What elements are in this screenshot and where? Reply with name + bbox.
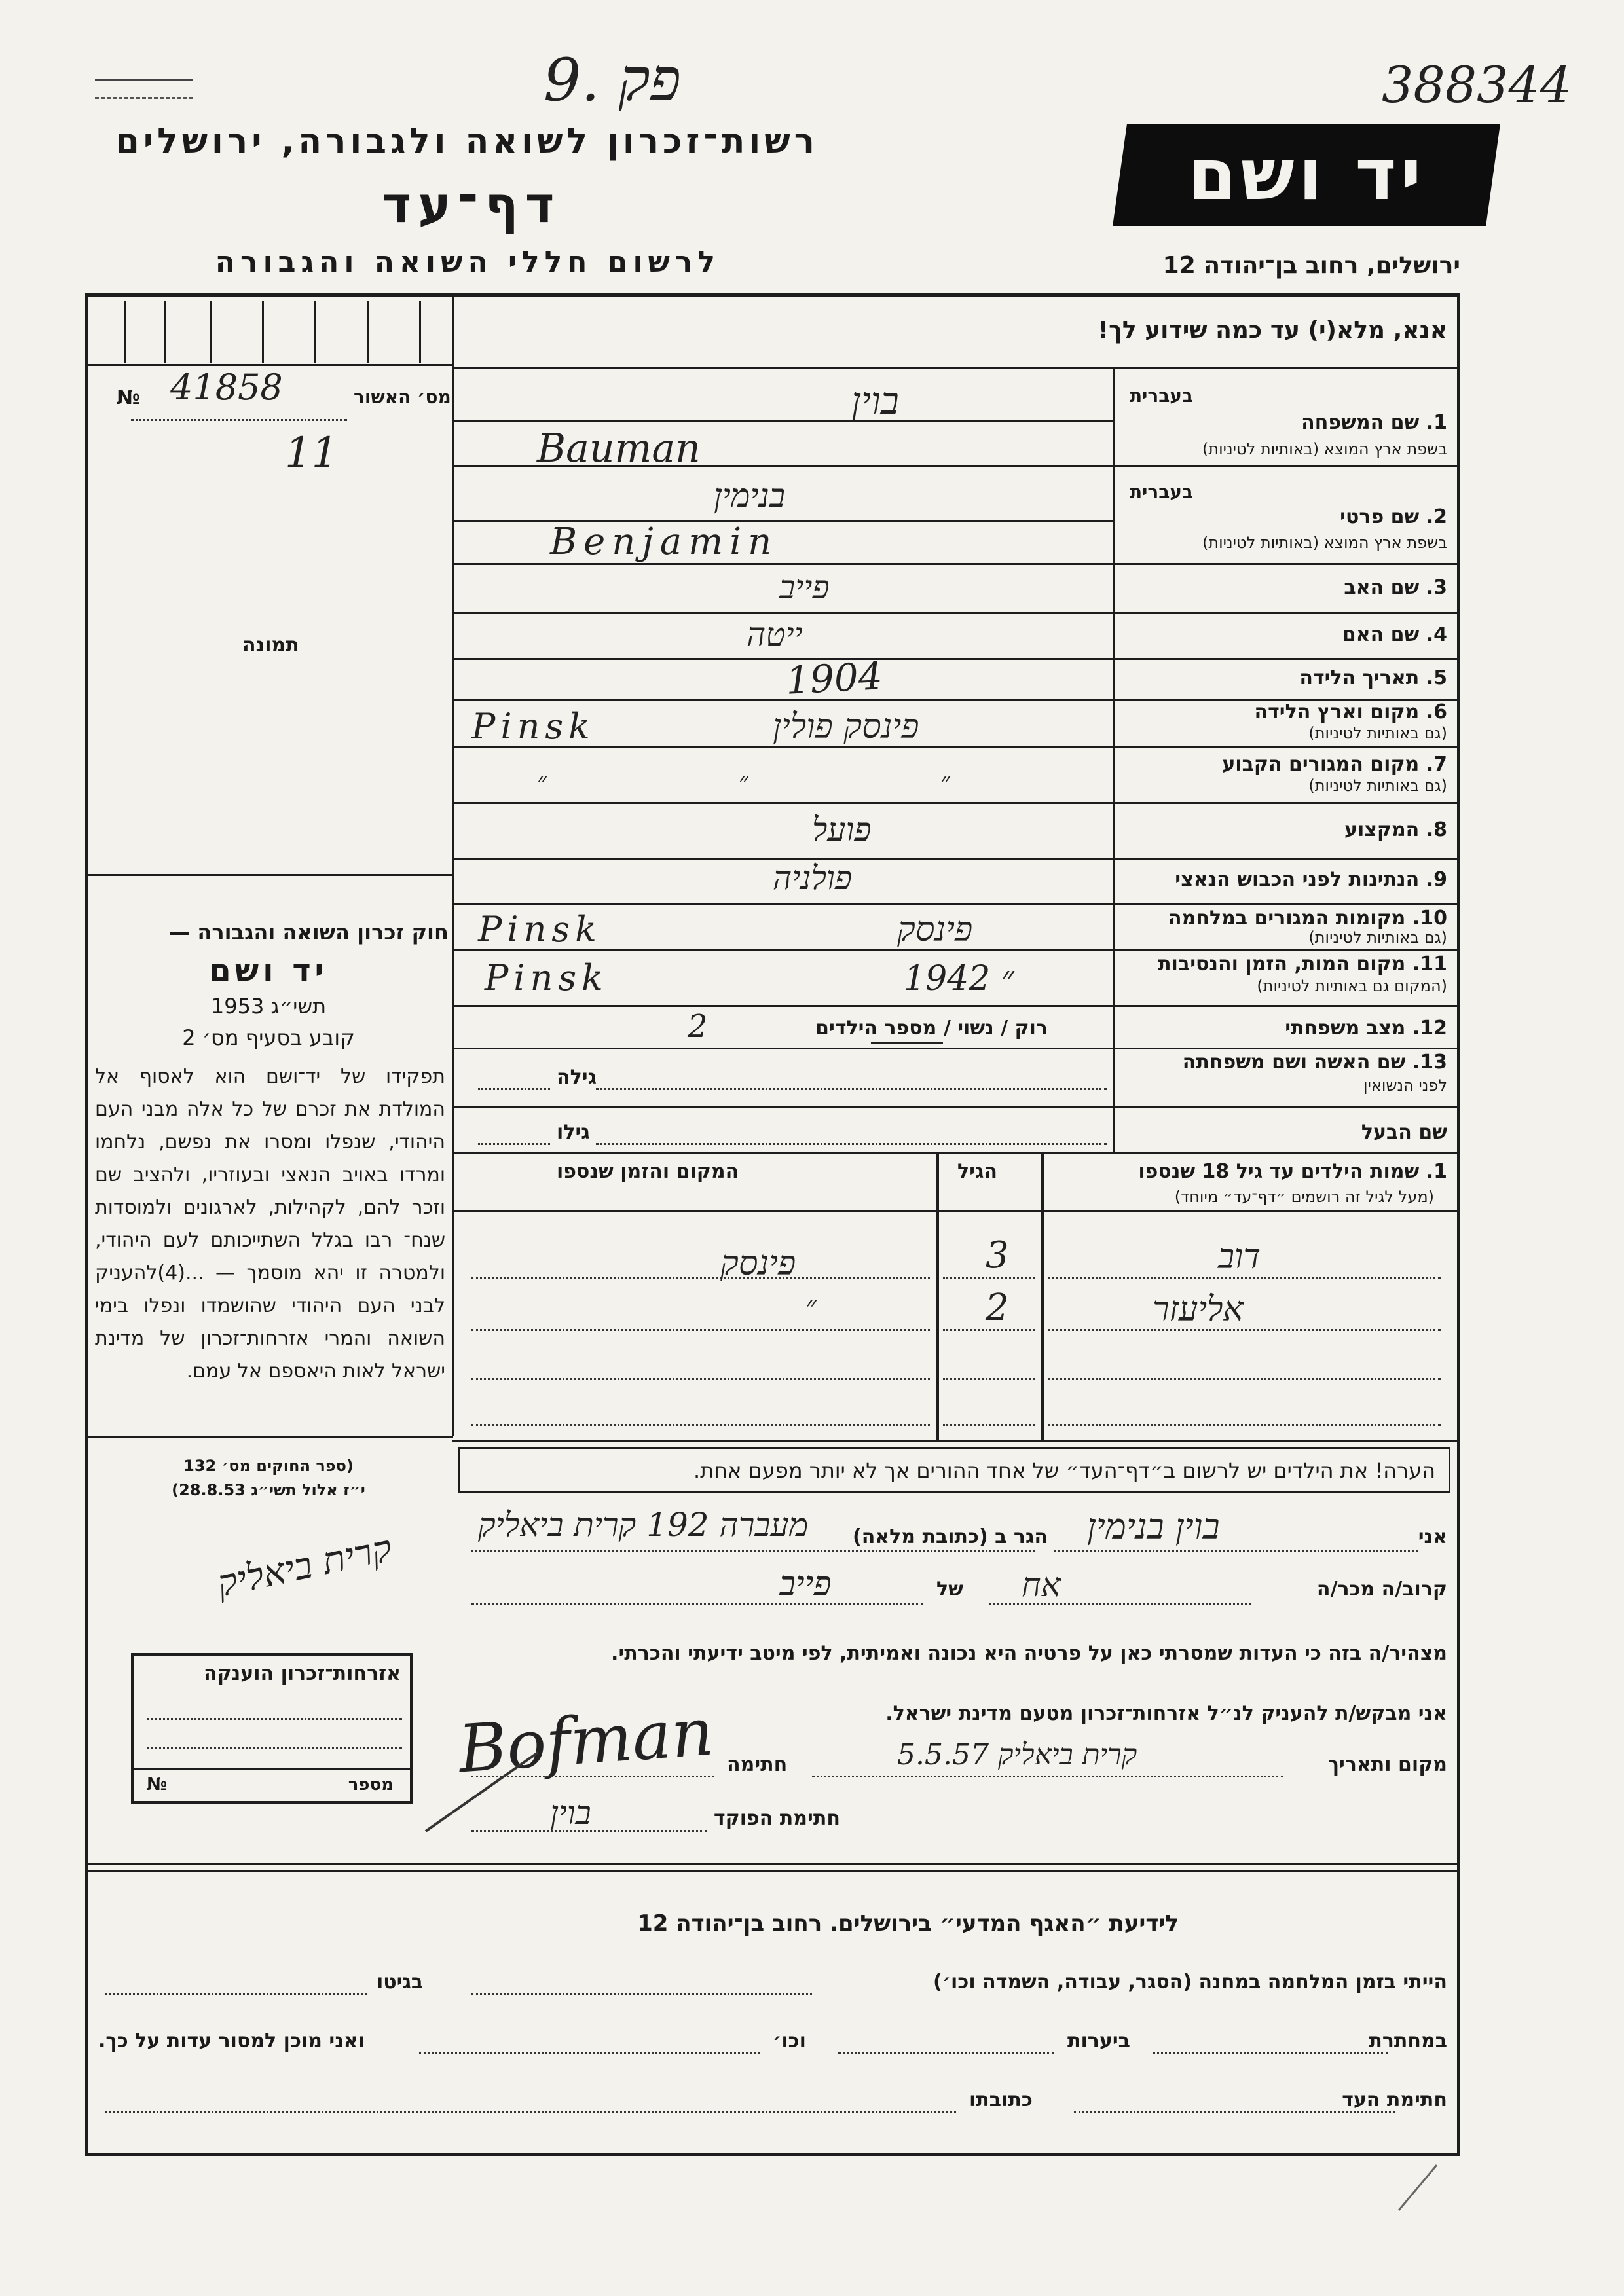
field-2-num: 2. [1426,505,1447,528]
field-2-value-latin: Benjamin [550,520,779,563]
officer-label: חתימת הפוקד [714,1807,840,1830]
field-2-value-hebrew: בנימין [714,477,785,515]
wife-age-label: גילה [557,1066,597,1089]
children-col-age: הגיל [957,1160,997,1183]
approval-label: מס׳ האשור [354,386,451,408]
field-4-label-text: שם האם [1342,623,1420,646]
child-1-name: דוב [1218,1237,1261,1277]
field-1-sub-top: בעברית [1130,385,1194,407]
citizenship-number-label: מספר [348,1775,394,1795]
signature-value: Bofman [456,1693,716,1788]
form-subtitle: לרשום חללי השואה והגבורה [215,246,720,279]
relative-label: קרוב/ה מכר/ה [1316,1578,1447,1601]
husband-label: שם הבעל [1361,1121,1447,1144]
field-8-num: 8. [1426,818,1447,841]
children-col-place: המקום והזמן שנספו [557,1160,739,1183]
footer-line1-a: הייתי בזמן המלחמה במחנה (הסגר, עבודה, השמדה וכו׳) [933,1971,1447,1994]
field-9-num: 9. [1426,868,1447,891]
field-6-value-hebrew: פינסק פולין [773,707,919,746]
marital-options: רוק / נשוי / מספר הילדים [815,1017,1048,1040]
field-2-label-text: שם פרטי [1340,505,1420,528]
instructions: אנא, מלא(י) עד כמה שידוע לך! [1098,317,1447,344]
field-7-value: ״ ״ ״ [537,767,1043,797]
footer-line1-b: בגיטו [377,1971,424,1994]
form-title: דף־עד [382,175,561,234]
field-1-num: 1. [1426,411,1447,434]
children-count: 2 [688,1008,708,1045]
of-value: פייב [779,1565,832,1604]
field-13-sub-bottom: לפני הנשואין [1363,1076,1447,1095]
field-3-label-text: שם האב [1344,576,1420,599]
field-1-value-hebrew: בוין [851,378,899,423]
field-6-label [1255,701,1447,723]
residing-label: הגר ב (כתובת מלאה) [852,1525,1048,1548]
declarant-ani: אני [1418,1525,1447,1548]
logo-text: יד ושם [1187,134,1426,216]
yad-vashem-logo [1113,124,1500,226]
field-9-label-text: הנתינות לפני הכבוש הנאצי [1175,868,1420,891]
scan-mark-icon [1398,2164,1437,2211]
field-1-label [1301,411,1447,434]
officer-signature: בוין [550,1794,591,1832]
field-8-label [1344,818,1447,841]
child-2-age: 2 [986,1286,1009,1329]
field-10-sub-bottom: (גם באותיות לטיניות) [1308,928,1447,947]
field-13-num: 13. [1412,1051,1447,1074]
field-10-label [1168,907,1447,930]
field-12-num: 12. [1412,1017,1447,1040]
child-1-place: פינסק [720,1244,796,1283]
field-5-num: 5. [1426,666,1447,689]
field-8-label-text: המקצוע [1344,818,1420,841]
field-3-num: 3. [1426,576,1447,599]
field-10-value-hebrew: פינסק [897,910,973,949]
citizenship-box [131,1653,413,1804]
field-11-num: 11. [1412,953,1447,975]
field-7-sub-bottom: (גם באותיות לטיניות) [1308,776,1447,795]
field-6-sub-bottom: (גם באותיות לטיניות) [1308,724,1447,742]
field-6-num: 6. [1426,701,1447,723]
footer-line2-b: ביערות [1067,2030,1130,2052]
field-11-label-text: מקום המות, הזמן והנסיבות [1158,953,1406,975]
child-2-name: אליעזר [1153,1290,1244,1329]
citizenship-box-title: אזרחות־זכרון הוענקה [203,1662,401,1685]
field-3-label [1344,576,1447,599]
footer-line3-a: חתימת העד [1342,2088,1447,2111]
field-5-label [1299,666,1447,689]
field-5-label-text: תאריך הלידה [1299,666,1420,689]
law-title: חוק זכרון השואה והגבורה — [169,920,449,945]
photo-label: תמונה [242,634,299,657]
field-1-label-text: שם המשפחה [1301,411,1420,434]
handwritten-top-note: 9. פק [544,46,681,115]
field-12-label [1285,1017,1447,1040]
address: ירושלים, רחוב בן־יהודה 12 [1162,252,1460,279]
authority-line: רשות־זכרון לשואה ולגבורה, ירושלים [115,122,819,161]
declarant-address: מעברה 192 קרית ביאליק [478,1506,809,1544]
husband-age-label: גילו [557,1121,590,1144]
married-underline [871,1042,943,1044]
law-source-2: י״ז אלול תשי״ג 28.8.53) [172,1481,365,1499]
footer-line2-a: במחתרת [1369,2030,1447,2052]
note-box [458,1447,1450,1493]
field-5-value: 1904 [784,653,884,703]
field-7-label-text: מקום המגורים הקבוע [1222,753,1420,776]
children-col-names-sub: (מעל לגיל זה רושמים ״דף־עד״ מיוחד) [1174,1188,1434,1206]
field-10-label-text: מקומות המגורים במלחמה [1168,907,1406,930]
declaration-text: מצהיר/ה בזה כי העדות שמסרתי כאן על פרטיה היא נכונה ואמיתית, לפי מיטב ידיעתי והכרתי. [611,1642,1447,1665]
approval-extra: 11 [285,429,339,477]
law-name: יד ושם [209,953,328,989]
request-text: אני מבקש/ת להעניק לנ״ל אזרחות־זכרון מטעם מדינת ישראל. [885,1702,1447,1725]
margin-note: קרית ביאליק [213,1527,396,1606]
field-11-label [1158,953,1447,975]
field-10-num: 10. [1412,907,1447,930]
field-11-value-latin: Pinsk [485,957,608,998]
children-col-names [1138,1160,1447,1183]
child-1-age: 3 [986,1234,1009,1277]
field-9-value: פולניה [773,859,853,897]
field-4-label [1342,623,1447,646]
field-13-label [1183,1051,1447,1074]
approval-number: 41858 [170,367,283,408]
archive-number: 388344 [1382,56,1572,114]
child-2-place: ״ [805,1290,817,1323]
field-2-label [1340,505,1447,528]
law-text: תפקידו של יד־ושם הוא לאסוף אל המולדת את זכרם של כל אלה מבני העם היהודי, שנפלו ומסרו את נפשם, נלחמו ומרדו באויב הנאצי ובעוזריו, ולהציב שם וזכר להם, לקהילות, לארגונים ולמוסדות שנח־ רבו בגלל השתייכותם לעם היהודי, ולמטרה זו יהא מוסמך — ...(4)להעניק לבני העם היהודי שהושמדו ונפלו בימי השואה והמרי אזרחות־זכרון של מדינת ישראל לאות היאספם אל עמם. [95,1065,445,1383]
field-6-label-text: מקום וארץ הלידה [1254,701,1420,723]
field-4-num: 4. [1426,623,1447,646]
field-2-sub-top: בעברית [1130,481,1194,503]
footer-line3-b: כתובתו [969,2088,1033,2111]
field-6-value-latin: Pinsk [471,706,595,747]
note-text: הערה! את הילדים יש לרשום ב״דף־העד״ של אחד ההורים אך לא יותר מפעם אחת. [693,1458,1435,1483]
field-1-value-latin: Bauman [537,426,701,471]
children-col-names-text: שמות הילדים עד גיל 18 שנספו [1138,1160,1420,1183]
field-1-sub-bottom: בשפת ארץ המוצא (באותיות לטיניות) [1202,440,1447,458]
footer-line2-c: וכו׳ [773,2030,806,2052]
field-11-value-year: ״ 1942 [904,959,1014,998]
declarant-name: בוין בנימין [1087,1506,1220,1547]
relation-value: אח [1022,1566,1061,1604]
stamp-mark-icon [95,79,193,99]
field-7-label [1222,753,1447,776]
field-4-value: ייטה [747,615,803,653]
place-date-value: קרית ביאליק 5.5.57 [897,1738,1137,1772]
field-7-num: 7. [1426,753,1447,776]
footer-notice: לידיעת ״האגף המדעי״ בירושלים. רחוב בן־יהודה 12 [637,1910,1179,1937]
field-3-value: פייב [779,568,830,606]
signature-label: חתימה [727,1753,788,1776]
citizenship-number-symbol: № [147,1775,168,1795]
of-label: של [936,1578,963,1601]
place-date-label: מקום ותאריך [1327,1753,1447,1776]
field-10-value-latin: Pinsk [478,909,602,950]
children-num: 1. [1426,1160,1447,1183]
field-8-value: פועל [812,811,872,848]
field-13-label-text: שם האשה ושם משפחתה [1182,1051,1406,1074]
law-source-1: (ספר החוקים מס׳ 132 [183,1457,354,1475]
footer-line2-d: ואני מוכן למסור עדות על כך. [98,2030,365,2052]
law-year: תשי״ג 1953 [210,994,327,1019]
field-9-label [1175,868,1447,891]
field-12-label-text: מצב משפחתי [1285,1017,1406,1040]
approval-number-symbol: № [117,386,141,409]
field-2-sub-bottom: בשפת ארץ המוצא (באותיות לטיניות) [1202,534,1447,552]
field-11-sub-bottom: (המקום גם באותיות לטיניות) [1257,977,1447,995]
law-clause: קובע בסעיף מס׳ 2 [182,1025,355,1050]
